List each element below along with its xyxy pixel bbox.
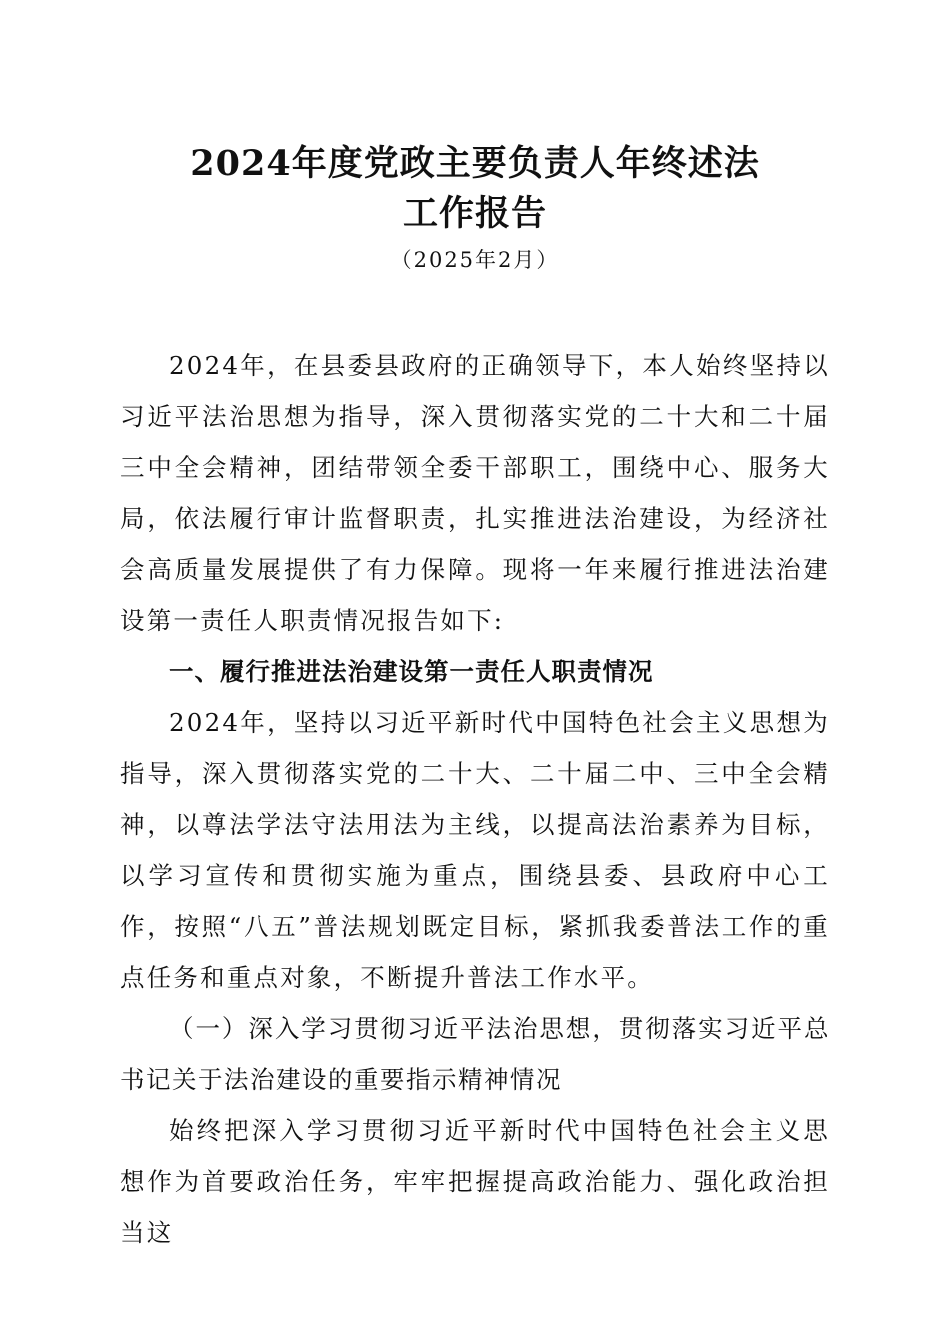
document-title-line2: 工作报告 xyxy=(402,193,547,234)
subsection-1-heading: （一）深入学习贯彻习近平法治思想，贯彻落实习近平总书记关于法治建设的重要指示精神情况 xyxy=(120,1014,830,1094)
document-date: （2025年2月） xyxy=(390,248,560,272)
subsection-1-paragraph: 始终把深入学习贯彻习近平新时代中国特色社会主义思想作为首要政治任务，牢牢把握提高政治能力、强化政治担当这 xyxy=(120,1116,830,1247)
intro-paragraph: 2024年，在县委县政府的正确领导下，本人始终坚持以习近平法治思想为指导，深入贯彻落实党的二十大和二十届三中全会精神，团结带领全委干部职工，围绕中心、服务大局，依法履行审计监督职责，扎实推进法治建设，为经济社会高质量发展提供了有力保障。现将一年来履行推进法治建设第一责任人职责情况报告如下: xyxy=(120,351,830,635)
document-body xyxy=(120,340,830,1258)
section-1-paragraph: 2024年，坚持以习近平新时代中国特色社会主义思想为指导，深入贯彻落实党的二十大、二十届二中、三中全会精神，以尊法学法守法用法为主线，以提高法治素养为目标，以学习宣传和贯彻实施为重点，围绕县委、县政府中心工作，按照“八五”普法规划既定目标，紧抓我委普法工作的重点任务和重点对象，不断提升普法工作水平。 xyxy=(120,708,830,992)
document-title-line1: 2024年度党政主要负责人年终述法 xyxy=(190,143,760,184)
section-1-heading: 一、履行推进法治建设第一责任人职责情况 xyxy=(169,657,654,686)
